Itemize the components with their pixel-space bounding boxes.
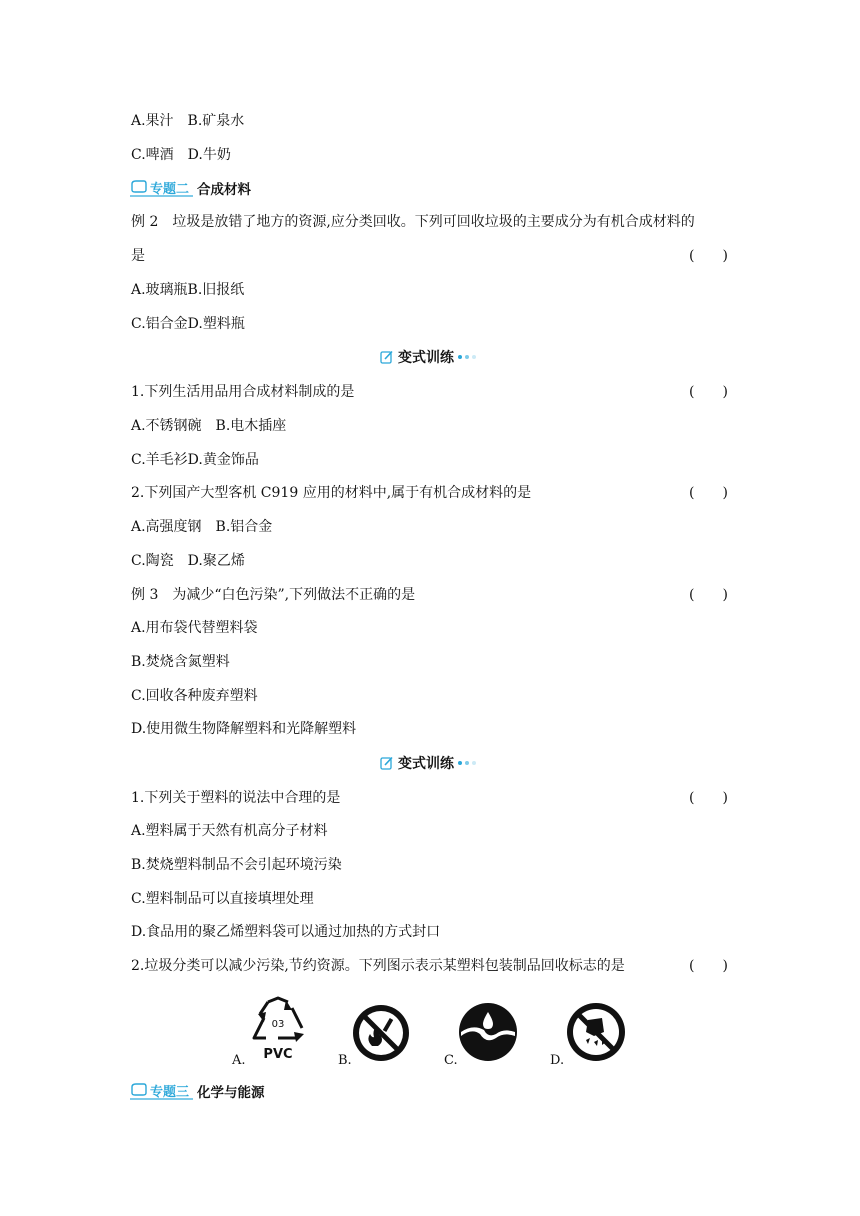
topic-tag-label: 专题三: [150, 1084, 190, 1100]
option-line-juice-water: A.果汁 B.矿泉水: [131, 113, 245, 129]
option-line: A.用布袋代替塑料袋: [131, 620, 258, 636]
option-line: A.高强度钢 B.铝合金: [131, 519, 273, 535]
topic-title: 合成材料: [197, 182, 252, 198]
banner-title: 变式训练: [398, 756, 454, 772]
topic-tag: [130, 1082, 193, 1100]
option-line: B.焚烧含氮塑料: [131, 654, 230, 670]
example-3-question: 例 3 为减少“白色污染”,下列做法不正确的是: [131, 587, 416, 603]
option-line: D.使用微生物降解塑料和光降解塑料: [131, 721, 357, 737]
pencil-note-icon: [380, 350, 394, 364]
option-line: D.食品用的聚乙烯塑料袋可以通过加热的方式封口: [131, 924, 441, 940]
practice-question-2: 2.垃圾分类可以减少污染,节约资源。下列图示表示某塑料包装制品回收标志的是: [131, 958, 625, 974]
answer-blank: ( ): [689, 485, 728, 501]
topic-title: 化学与能源: [197, 1085, 265, 1101]
recycling-material: PVC: [263, 1047, 293, 1062]
option-line: C.塑料制品可以直接填埋处理: [131, 891, 314, 907]
variant-practice-banner: [380, 753, 476, 773]
answer-blank: ( ): [689, 587, 728, 603]
practice-question-2: 2.下列国产大型客机 C919 应用的材料中,属于有机合成材料的是: [131, 485, 532, 501]
option-c-label: C.: [444, 1053, 458, 1068]
decorative-dots: [458, 355, 476, 359]
topic-heading-2: [130, 178, 251, 198]
option-d-label: D.: [550, 1053, 565, 1068]
option-line: A.不锈钢碗 B.电木插座: [131, 418, 287, 434]
example-2-question-cont: 是: [131, 248, 145, 264]
topic-tag-label: 专题二: [150, 181, 190, 197]
option-line: B.焚烧塑料制品不会引起环境污染: [131, 857, 342, 873]
answer-blank: ( ): [689, 384, 728, 400]
option-line: C.陶瓷 D.聚乙烯: [131, 553, 245, 569]
option-line-beer-milk: C.啤酒 D.牛奶: [131, 147, 231, 163]
option-line: A.塑料属于天然有机高分子材料: [131, 823, 328, 839]
recycling-03-pvc-icon: [246, 994, 310, 1064]
topic-heading-3: [130, 1081, 265, 1101]
example-2-question: 例 2 垃圾是放错了地方的资源,应分类回收。下列可回收垃圾的主要成分为有机合成材料的: [131, 214, 695, 230]
topic-tag: [130, 179, 193, 197]
practice-question-1: 1.下列生活用品用合成材料制成的是: [131, 384, 355, 400]
answer-blank: ( ): [689, 790, 728, 806]
recycling-code: 03: [271, 1019, 285, 1030]
banner-title: 变式训练: [398, 350, 454, 366]
option-b-label: B.: [338, 1053, 352, 1068]
pencil-note-icon: [380, 756, 394, 770]
answer-blank: ( ): [689, 958, 728, 974]
option-a-label: A.: [232, 1053, 246, 1068]
speech-bubble-icon: [130, 1082, 148, 1098]
option-line: A.玻璃瓶B.旧报纸: [131, 282, 245, 298]
no-littering-sign-icon: [566, 1002, 626, 1062]
variant-practice-banner: [380, 347, 476, 367]
no-fire-sign-icon: [352, 1004, 410, 1062]
decorative-dots: [458, 761, 476, 765]
option-line: C.羊毛衫D.黄金饰品: [131, 452, 259, 468]
practice-question-1: 1.下列关于塑料的说法中合理的是: [131, 790, 341, 806]
option-line: C.铝合金D.塑料瓶: [131, 316, 245, 332]
water-saving-sign-icon: [458, 1002, 518, 1062]
option-line: C.回收各种废弃塑料: [131, 688, 258, 704]
speech-bubble-icon: [130, 179, 148, 195]
answer-blank: ( ): [689, 248, 728, 264]
